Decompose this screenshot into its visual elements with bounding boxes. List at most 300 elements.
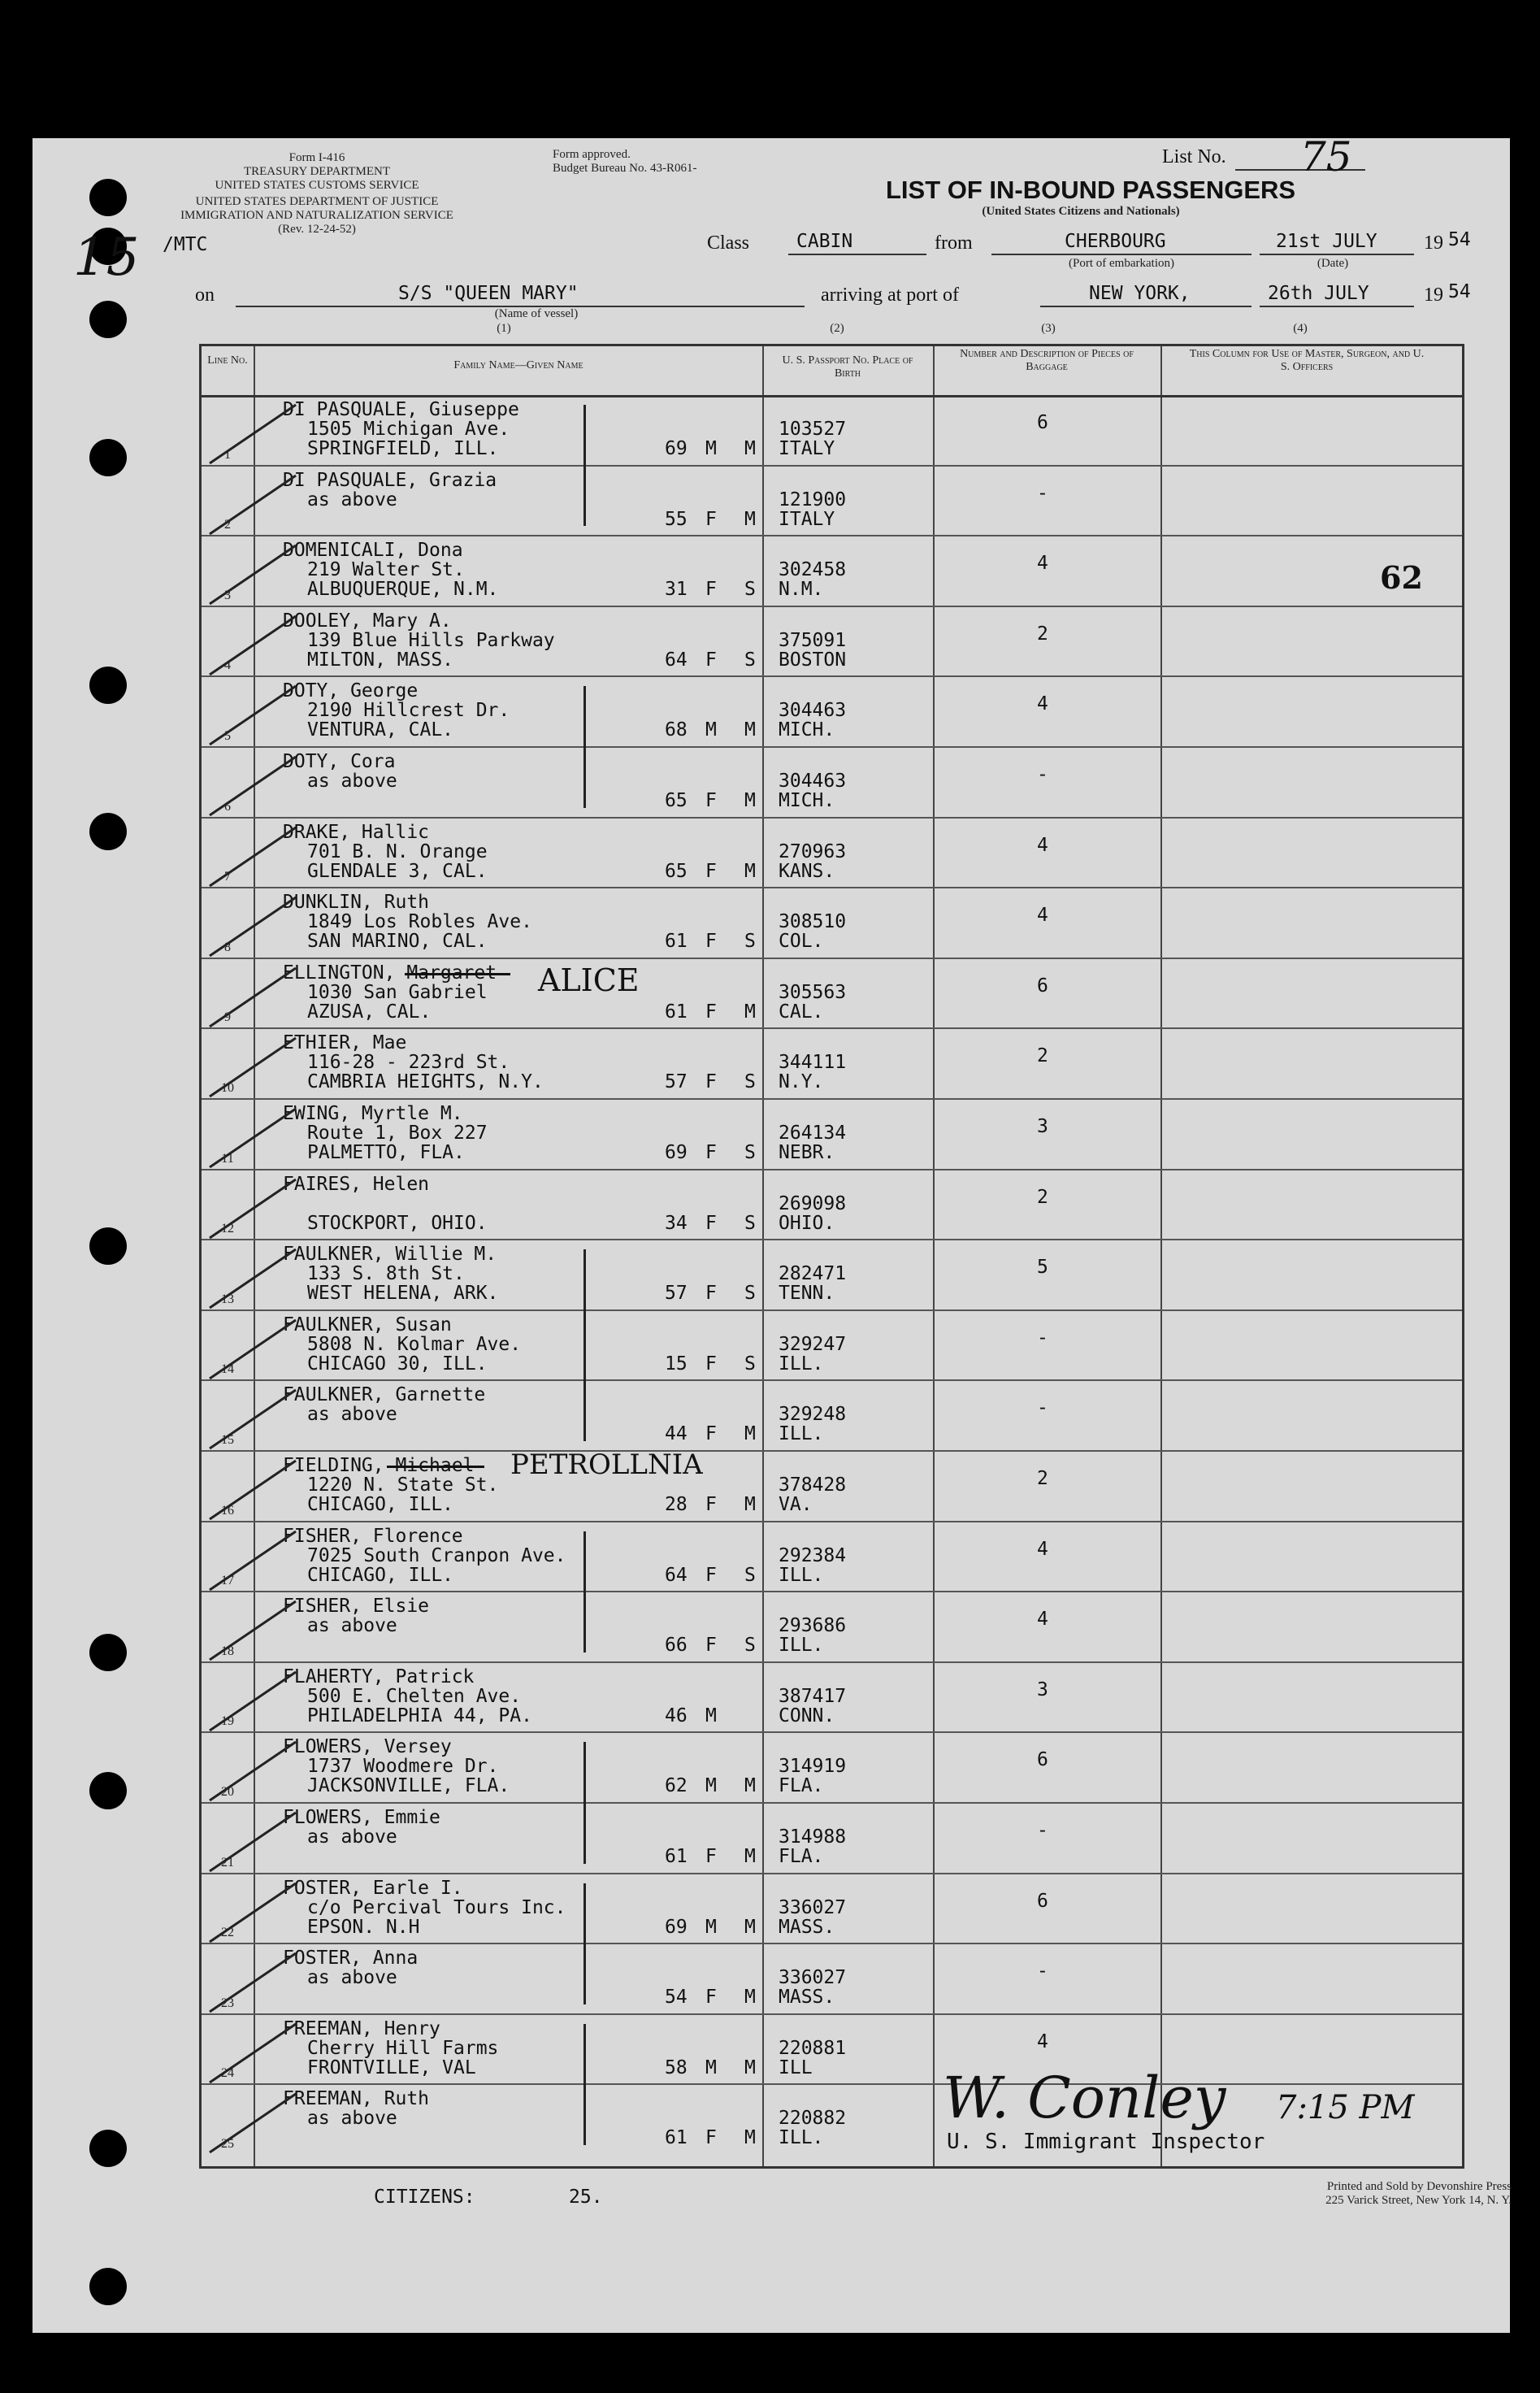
line-number: 14 [221, 1362, 234, 1377]
baggage-count: 4 [1037, 834, 1048, 856]
line-number: 5 [224, 728, 231, 743]
baggage-count: 2 [1037, 623, 1048, 645]
passenger-name: FAIRES, Helen [283, 1173, 430, 1195]
address-line-2: CHICAGO, ILL. [307, 1494, 454, 1515]
line-number: 2 [224, 518, 231, 532]
baggage-count: 2 [1037, 1468, 1048, 1489]
check-mark-icon [208, 1737, 297, 1802]
passenger-name: ETHIER, Mae [283, 1032, 407, 1054]
address-line-2: CHICAGO 30, ILL. [307, 1353, 488, 1375]
place-of-birth: ITALY [779, 508, 835, 530]
place-of-birth: OHIO. [779, 1212, 835, 1234]
line-number: 17 [221, 1574, 234, 1588]
address-line-2: GLENDALE 3, CAL. [307, 860, 488, 882]
class-value: CABIN [796, 231, 853, 252]
place-of-birth: ILL. [779, 1423, 824, 1445]
age: 54 [665, 1987, 688, 2009]
passport-number: 220881 [779, 2037, 847, 2059]
passenger-name: FAULKNER, Willie M. [283, 1244, 497, 1266]
table-row [202, 1170, 1462, 1240]
marital-status: S [744, 1353, 756, 1375]
check-mark-icon [208, 1244, 297, 1309]
passport-number: 121900 [779, 489, 847, 510]
sex: F [705, 860, 717, 882]
check-mark-icon [208, 1456, 297, 1521]
sex: F [705, 1353, 717, 1375]
address-line-1: 5808 N. Kolmar Ave. [307, 1333, 522, 1355]
line-number: 3 [224, 588, 231, 602]
check-mark-icon [208, 1527, 297, 1592]
passport-number: 302458 [779, 559, 847, 581]
check-mark-icon [208, 1878, 297, 1943]
check-mark-icon [208, 823, 297, 888]
age: 66 [665, 1635, 688, 1657]
marital-status: M [744, 1987, 756, 2009]
column-number-3: (3) [1041, 322, 1056, 335]
baggage-count: 6 [1037, 1890, 1048, 1912]
marital-status: M [744, 1494, 756, 1515]
arriving-label: arriving at port of [821, 284, 959, 306]
marital-status: S [744, 1071, 756, 1093]
passport-number: 304463 [779, 771, 847, 792]
sex: M [705, 1916, 717, 1938]
family-bracket [583, 405, 601, 526]
marital-status: M [744, 1846, 756, 1867]
line-number: 10 [221, 1080, 234, 1095]
sex: F [705, 1142, 717, 1163]
address-line-2: FRONTVILLE, VAL [307, 2056, 476, 2078]
address-line-1: 500 E. Chelten Ave. [307, 1685, 522, 1707]
sex: F [705, 508, 717, 530]
check-mark-icon [208, 1104, 297, 1169]
approval-block [553, 148, 764, 176]
place-of-birth: ITALY [779, 438, 835, 459]
line-number: 22 [221, 1926, 234, 1940]
port-line [991, 254, 1252, 255]
name-strikethrough [405, 973, 510, 975]
passenger-name: DRAKE, Hallic [283, 821, 430, 843]
check-mark-icon [208, 2089, 297, 2154]
sex: F [705, 1564, 717, 1586]
marital-status: M [744, 1916, 756, 1938]
table-row [202, 1732, 1462, 1803]
class-line [788, 254, 926, 255]
vessel-caption: (Name of vessel) [494, 307, 579, 320]
treasury-label: TREASURY DEPARTMENT [243, 165, 391, 178]
place-of-birth: TENN. [779, 1283, 835, 1305]
passenger-name: ELLINGTON, Margaret [283, 962, 497, 984]
sex: F [705, 1423, 717, 1445]
sex: M [705, 2056, 717, 2078]
address-line-1: as above [307, 1404, 397, 1426]
age: 65 [665, 860, 688, 882]
passenger-name: DUNKLIN, Ruth [283, 892, 430, 914]
passenger-name: DOMENICALI, Dona [283, 540, 463, 562]
place-of-birth: FLA. [779, 1846, 824, 1867]
passport-number: 314919 [779, 1756, 847, 1778]
printer-line-1: Printed and Sold by Devonshire Press [1326, 2180, 1512, 2193]
date-caption: (Date) [1317, 257, 1349, 270]
passport-number: 293686 [779, 1615, 847, 1637]
table-row [202, 1451, 1462, 1522]
from-label: from [935, 232, 973, 254]
passport-number: 336027 [779, 1967, 847, 1989]
passenger-name: DI PASQUALE, Giuseppe [283, 399, 519, 420]
passenger-name: FLAHERTY, Patrick [283, 1666, 475, 1687]
baggage-count: - [1037, 1397, 1048, 1419]
sex: F [705, 1494, 717, 1515]
baggage-count: 2 [1037, 1045, 1048, 1067]
passenger-table [199, 344, 1464, 2169]
line-number: 6 [224, 799, 231, 814]
address-line-1: as above [307, 1826, 397, 1848]
ellington-correction: ALICE [538, 962, 640, 998]
marital-status: S [744, 649, 756, 671]
line-number: 15 [221, 1432, 234, 1447]
address-line-1: 139 Blue Hills Parkway [307, 629, 555, 651]
baggage-count: 6 [1037, 975, 1048, 997]
address-line-1: 1737 Woodmere Dr. [307, 1756, 499, 1778]
line-number: 25 [221, 2136, 234, 2151]
passport-number: 336027 [779, 1896, 847, 1918]
arrival-year: 54 [1448, 281, 1471, 302]
passenger-name: DI PASQUALE, Grazia [283, 469, 497, 491]
age: 61 [665, 931, 688, 953]
passport-number: 375091 [779, 629, 847, 651]
passenger-name: FREEMAN, Ruth [283, 2088, 430, 2110]
place-of-birth: FLA. [779, 1775, 824, 1797]
place-of-birth: KANS. [779, 860, 835, 882]
line-number: 4 [224, 658, 231, 673]
departure-year: 54 [1448, 229, 1471, 250]
marital-status: M [744, 719, 756, 741]
marital-status: S [744, 1564, 756, 1586]
binder-hole [89, 1227, 127, 1265]
sex: F [705, 1846, 717, 1867]
check-mark-icon [208, 1315, 297, 1380]
line-number: 1 [224, 447, 231, 462]
address-line-2: STOCKPORT, OHIO. [307, 1212, 488, 1234]
line-number: 7 [224, 870, 231, 884]
address-line-1: 1505 Michigan Ave. [307, 419, 510, 440]
baggage-count: - [1037, 1327, 1048, 1349]
check-mark-icon [208, 1596, 297, 1661]
sex: F [705, 2127, 717, 2149]
baggage-count: 6 [1037, 1749, 1048, 1771]
column-number-1: (1) [497, 322, 511, 335]
check-mark-icon [208, 752, 297, 817]
column-header-baggage: Number and Description of Pieces of Baggage [960, 348, 1134, 373]
age: 44 [665, 1423, 688, 1445]
column-header-passport: U. S. Passport No. Place of Birth [782, 354, 913, 380]
passenger-name: FOSTER, Anna [283, 1948, 419, 1970]
marital-status: S [744, 579, 756, 601]
age: 69 [665, 1916, 688, 1938]
sex: F [705, 1635, 717, 1657]
family-bracket [583, 1742, 601, 1863]
address-line-1: 219 Walter St. [307, 559, 465, 581]
justice-label: UNITED STATES DEPARTMENT OF JUSTICE [195, 195, 439, 208]
address-line-1: 701 B. N. Orange [307, 840, 488, 862]
family-bracket [583, 2024, 601, 2145]
place-of-birth: BOSTON [779, 649, 847, 671]
table-row [202, 1310, 1462, 1381]
passport-number: 314988 [779, 1826, 847, 1848]
citizens-count: 25. [569, 2187, 603, 2208]
line-number: 11 [221, 1151, 234, 1166]
baggage-count: 4 [1037, 1609, 1048, 1631]
place-of-birth: ILL. [779, 1353, 824, 1375]
place-of-birth: MASS. [779, 1916, 835, 1938]
address-line-2: WEST HELENA, ARK. [307, 1283, 499, 1305]
check-mark-icon [208, 1385, 297, 1450]
baggage-count: 4 [1037, 1538, 1048, 1560]
passenger-name: DOOLEY, Mary A. [283, 610, 452, 632]
binder-hole [89, 1772, 127, 1809]
age: 46 [665, 1705, 688, 1726]
address-line-2: CHICAGO, ILL. [307, 1564, 454, 1586]
table-row [202, 1380, 1462, 1451]
passenger-manifest-page [33, 133, 1512, 2333]
passenger-name: FREEMAN, Henry [283, 2017, 440, 2039]
address-line-2: JACKSONVILLE, FLA. [307, 1775, 510, 1797]
passport-number: 387417 [779, 1685, 847, 1707]
address-line-2: AZUSA, CAL. [307, 1001, 432, 1023]
line-number: 16 [221, 1503, 234, 1518]
baggage-count: 3 [1037, 1116, 1048, 1137]
age: 28 [665, 1494, 688, 1515]
inspector-signature: W. Conley [943, 2065, 1226, 2131]
marital-status: M [744, 1423, 756, 1445]
agency-block [195, 151, 439, 193]
age: 61 [665, 1001, 688, 1023]
officer-note: 62 [1380, 559, 1423, 596]
place-of-birth: COL. [779, 931, 824, 953]
justice-block [179, 195, 455, 237]
table-row [202, 1028, 1462, 1099]
passport-number: 220882 [779, 2108, 847, 2130]
age: 64 [665, 649, 688, 671]
place-of-birth: MASS. [779, 1987, 835, 2009]
sex: M [705, 719, 717, 741]
address-line-1: as above [307, 489, 397, 510]
baggage-count: 4 [1037, 905, 1048, 927]
age: 55 [665, 508, 688, 530]
address-line-2: ALBUQUERQUE, N.M. [307, 579, 499, 601]
line-number: 18 [221, 1644, 234, 1658]
binder-hole [89, 301, 127, 338]
place-of-birth: CAL. [779, 1001, 824, 1023]
address-line-2: SAN MARINO, CAL. [307, 931, 488, 953]
binder-hole [89, 179, 127, 216]
date-line [1260, 254, 1414, 255]
address-line-1: as above [307, 771, 397, 792]
passport-number: 270963 [779, 840, 847, 862]
table-row [202, 395, 1462, 466]
age: 34 [665, 1212, 688, 1234]
line-number: 24 [221, 2066, 234, 2081]
form-subtitle: (United States Citizens and Nationals) [982, 205, 1180, 218]
address-line-2: MILTON, MASS. [307, 649, 454, 671]
baggage-count: - [1037, 764, 1048, 785]
marital-status: M [744, 1775, 756, 1797]
check-mark-icon [208, 1033, 297, 1098]
age: 61 [665, 2127, 688, 2149]
binder-hole [89, 1634, 127, 1671]
list-number-value: 75 [1300, 133, 1352, 180]
sex: F [705, 931, 717, 953]
table-row [202, 606, 1462, 677]
port-caption: (Port of embarkation) [1069, 257, 1174, 270]
passenger-name: FISHER, Florence [283, 1525, 463, 1547]
address-line-2: EPSON. N.H [307, 1916, 420, 1938]
address-line-2: VENTURA, CAL. [307, 719, 454, 741]
sex: F [705, 649, 717, 671]
age: 15 [665, 1353, 688, 1375]
arrival-year-prefix: 19 [1424, 284, 1443, 306]
line-number: 12 [221, 1222, 234, 1236]
marital-status: S [744, 1212, 756, 1234]
baggage-count: 2 [1037, 1186, 1048, 1208]
line-number: 8 [224, 940, 231, 954]
baggage-count: 4 [1037, 693, 1048, 715]
approval-label: Form approved. [553, 148, 631, 161]
address-line-1: 1849 Los Robles Ave. [307, 911, 532, 933]
column-header-officers: This Column for Use of Master, Surgeon, and U. S. Officers [1189, 348, 1425, 373]
place-of-birth: N.Y. [779, 1071, 824, 1093]
check-mark-icon [208, 963, 297, 1028]
line-number: 13 [221, 1292, 234, 1306]
arrival-date: 26th JULY [1268, 283, 1369, 304]
age: 58 [665, 2056, 688, 2078]
binder-hole [89, 2268, 127, 2305]
column-number-4: (4) [1293, 322, 1308, 335]
sex: M [705, 1775, 717, 1797]
table-row [202, 1522, 1462, 1592]
fielding-correction: PETROLLNIA [510, 1448, 703, 1481]
passport-number: 103527 [779, 419, 847, 440]
age: 65 [665, 790, 688, 811]
table-row [202, 1874, 1462, 1944]
check-mark-icon [208, 2019, 297, 2084]
line-number: 23 [221, 1996, 234, 2010]
line-number: 9 [224, 1010, 231, 1025]
place-of-birth: MICH. [779, 719, 835, 741]
form-number: Form I-416 [288, 151, 345, 164]
table-row [202, 747, 1462, 818]
place-of-birth: N.M. [779, 579, 824, 601]
line-number: 21 [221, 1855, 234, 1870]
check-mark-icon [208, 400, 297, 465]
marital-status: S [744, 1283, 756, 1305]
sex: M [705, 438, 717, 459]
family-bracket [583, 1531, 601, 1653]
passport-number: 282471 [779, 1263, 847, 1285]
marital-status: M [744, 438, 756, 459]
table-row [202, 676, 1462, 747]
age: 68 [665, 719, 688, 741]
family-bracket [583, 1249, 601, 1441]
passenger-name: FAULKNER, Garnette [283, 1384, 486, 1406]
age: 69 [665, 1142, 688, 1163]
class-label: Class [707, 232, 750, 254]
table-row [202, 1803, 1462, 1874]
address-line-1: as above [307, 2108, 397, 2130]
printer-line-2: 225 Varick Street, New York 14, N. Y. [1325, 2194, 1512, 2207]
place-of-birth: CONN. [779, 1705, 835, 1726]
table-row [202, 466, 1462, 536]
passport-number: 344111 [779, 1052, 847, 1074]
list-number-label: List No. [1162, 146, 1226, 167]
passenger-name: FOSTER, Earle I. [283, 1877, 463, 1899]
passenger-name: DOTY, Cora [283, 751, 396, 772]
sex: F [705, 1987, 717, 2009]
address-line-2: PALMETTO, FLA. [307, 1142, 465, 1163]
place-of-birth: ILL. [779, 1635, 824, 1657]
passenger-name: EWING, Myrtle M. [283, 1103, 463, 1124]
baggage-count: - [1037, 1961, 1048, 1983]
baggage-count: 5 [1037, 1257, 1048, 1279]
arrival-port-line [1040, 306, 1252, 307]
place-of-birth: ILL. [779, 2127, 824, 2149]
passenger-name: FISHER, Elsie [283, 1596, 430, 1618]
marital-status: M [744, 2056, 756, 2078]
marital-status: M [744, 790, 756, 811]
table-row [202, 818, 1462, 888]
address-line-1: 2190 Hillcrest Dr. [307, 700, 510, 722]
age: 57 [665, 1283, 688, 1305]
binder-hole [89, 667, 127, 704]
marital-status: S [744, 1142, 756, 1163]
line-number: 20 [221, 1784, 234, 1799]
address-line-1: Cherry Hill Farms [307, 2037, 499, 2059]
baggage-count: 4 [1037, 2030, 1048, 2052]
passenger-name: FLOWERS, Versey [283, 1736, 452, 1758]
passport-number: 292384 [779, 1544, 847, 1566]
immigration-label: IMMIGRATION AND NATURALIZATION SERVICE [180, 209, 453, 222]
age: 64 [665, 1564, 688, 1586]
address-line-1: 133 S. 8th St. [307, 1263, 465, 1285]
passport-number: 269098 [779, 1192, 847, 1214]
table-row [202, 1240, 1462, 1310]
family-bracket [583, 1883, 601, 2004]
form-title: LIST OF IN-BOUND PASSENGERS [886, 176, 1296, 204]
age: 62 [665, 1775, 688, 1797]
marital-status: M [744, 1001, 756, 1023]
office-code: /MTC [163, 234, 208, 255]
budget-label: Budget Bureau No. 43-R061- [553, 162, 697, 175]
passenger-name: FIELDING, Michael [283, 1455, 475, 1476]
sex: M [705, 1705, 717, 1726]
age: 69 [665, 438, 688, 459]
address-line-1: 7025 South Cranpon Ave. [307, 1544, 566, 1566]
vessel-name: S/S "QUEEN MARY" [398, 283, 579, 304]
passenger-name: DOTY, George [283, 680, 419, 702]
marital-status: M [744, 860, 756, 882]
table-row [202, 958, 1462, 1029]
sex: F [705, 579, 717, 601]
passport-number: 329248 [779, 1404, 847, 1426]
baggage-count: 6 [1037, 412, 1048, 433]
table-row [202, 536, 1462, 606]
departure-year-prefix: 19 [1424, 232, 1443, 254]
passport-number: 264134 [779, 1123, 847, 1144]
check-mark-icon [208, 892, 297, 958]
sex: F [705, 1071, 717, 1093]
column-number-2: (2) [830, 322, 844, 335]
check-mark-icon [208, 541, 297, 606]
binder-hole [89, 439, 127, 476]
